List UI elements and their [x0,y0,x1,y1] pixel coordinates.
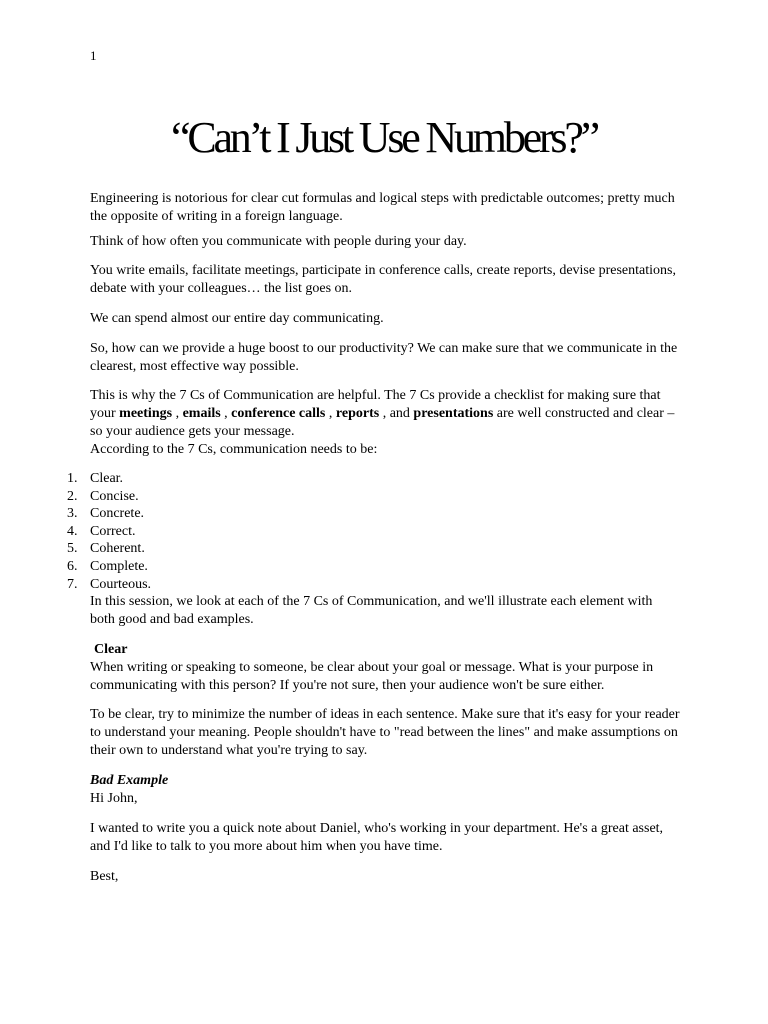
list-number: 6. [67,558,78,574]
seven-cs-text-1: This is why the 7 Cs of Communication are helpful. The 7 Cs provide a checklist for making sure that your [90,388,661,421]
paragraph-think: Think of how often you communicate with people during your day. [90,234,467,249]
keyword-meetings: meetings [119,406,173,421]
bad-example-label: Bad Example [90,773,169,789]
paragraph-intro: Engineering is notorious for clear cut formulas and logical steps with predictable outcomes; pretty much the opposite of writing in a foreign language. [90,191,675,224]
paragraph-clear-2: To be clear, try to minimize the number of ideas in each sentence. Make sure that it's easy for your reader to understand your meaning. People shouldn't have to "read between the lines" and make assumptions on their own to understand what you're trying to say. [90,707,680,759]
separator: , [325,406,336,421]
list-item-label: Courteous. [90,576,152,592]
list-number: 7. [67,576,78,592]
list-item-label: Complete. [90,558,148,574]
list-item-label: Concrete. [90,506,145,522]
list-item [67,470,680,488]
example-signoff: Best, [90,869,119,885]
separator: , [172,406,183,421]
list-item [67,576,680,594]
page-number: 1 [90,48,97,63]
paragraph-write: You write emails, facilitate meetings, participate in conference calls, create reports, devise presentations, debate with your colleagues… the list goes on. [90,263,676,296]
paragraph-according: According to the 7 Cs, communication needs to be: [90,442,378,457]
seven-cs-list [67,470,680,593]
paragraph-productivity: So, how can we provide a huge boost to our productivity? We can make sure that we communicate in the clearest, most effective way possible. [90,341,678,374]
separator: , and [379,406,414,421]
keyword-emails: emails [182,406,221,421]
list-item-label: Clear. [90,471,124,486]
list-item [67,505,680,523]
list-number: 2. [67,488,78,504]
example-greeting: Hi John, [90,791,138,807]
keyword-conference-calls: conference calls [231,406,326,421]
list-item-label: Concise. [90,488,139,504]
document-body [67,190,680,886]
list-number: 3. [67,506,78,522]
list-number: 5. [67,541,78,557]
section-heading-clear: Clear [94,642,128,658]
separator: , [220,406,232,421]
list-item [67,523,680,541]
list-item-label: Correct. [90,523,136,539]
document-title: “Can’t I Just Use Numbers?” [170,113,597,162]
paragraph-seven-cs [90,387,680,441]
list-item [67,540,680,558]
example-body: I wanted to write you a quick note about Daniel, who's working in your department. He's a great asset, and I'd like to talk to you more about him when you have time. [90,821,664,855]
paragraph-clear-1: When writing or speaking to someone, be clear about your goal or message. What is your purpose in communicating with this person? If you're not sure, then your audience won't be sure either. [90,660,654,694]
keyword-presentations: presentations [413,406,494,421]
list-item [67,558,680,576]
list-item [67,488,680,506]
list-item-label: Coherent. [90,541,145,557]
keyword-reports: reports [335,406,380,421]
seven-cs-text-2: are well constructed and clear – so your audience gets your message. [90,406,675,439]
paragraph-spend: We can spend almost our entire day communicating. [90,311,384,326]
paragraph-session: In this session, we look at each of the 7 Cs of Communication, and we'll illustrate each element with both good and bad examples. [90,594,653,628]
list-number: 4. [67,523,78,539]
list-number: 1. [67,471,78,486]
